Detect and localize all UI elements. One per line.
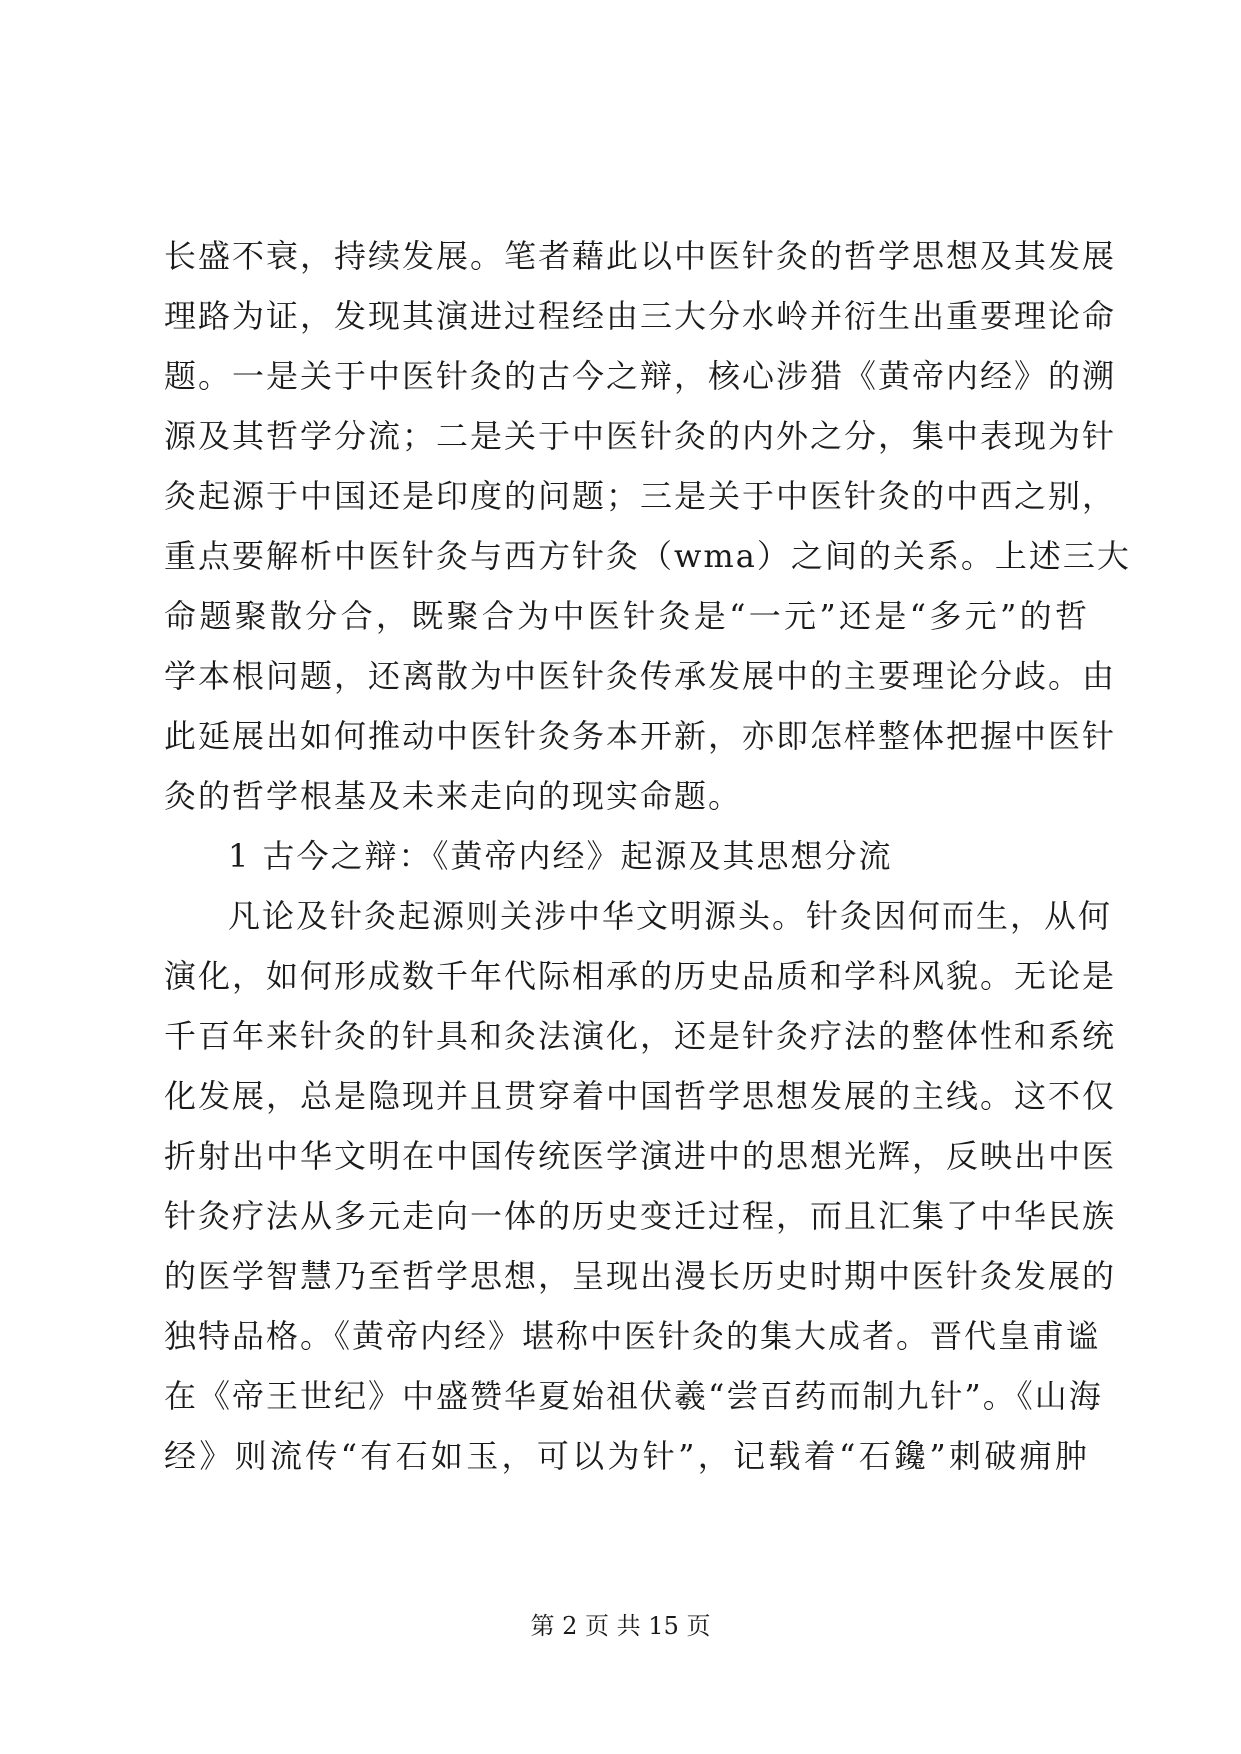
page-number-footer: 第 2 页 共 15 页 — [530, 1612, 711, 1640]
paragraph-1-line: 理路为证，发现其演进过程经由三大分水岭并衍生出重要理论命 — [164, 297, 1117, 335]
paragraph-2-line: 经》则流传“有石如玉，可以为针”，记载着“石鑱”刺破痈肿 — [164, 1437, 1089, 1475]
paragraph-1-line: 题。一是关于中医针灸的古今之辩，核心涉猎《黄帝内经》的溯 — [164, 357, 1117, 395]
paragraph-1-line: 命题聚散分合，既聚合为中医针灸是“一元”还是“多元”的哲 — [164, 597, 1089, 635]
paragraph-1-line: 学本根问题，还离散为中医针灸传承发展中的主要理论分歧。由 — [164, 657, 1117, 695]
paragraph-1-line: 重点要解析中医针灸与西方针灸（wma）之间的关系。上述三大 — [164, 537, 1131, 575]
paragraph-2-line: 折射出中华文明在中国传统医学演进中的思想光辉，反映出中医 — [164, 1137, 1117, 1175]
paragraph-2-line: 独特品格。《黄帝内经》堪称中医针灸的集大成者。晋代皇甫谧 — [164, 1317, 1101, 1355]
paragraph-2-line: 化发展，总是隐现并且贯穿着中国哲学思想发展的主线。这不仅 — [164, 1077, 1117, 1115]
paragraph-2-line: 在《帝王世纪》中盛赞华夏始祖伏羲“尝百药而制九针”。《山海 — [164, 1377, 1103, 1415]
section-heading: 1 古今之辩：《黄帝内经》起源及其思想分流 — [228, 837, 893, 875]
paragraph-2-line: 的医学智慧乃至哲学思想，呈现出漫长历史时期中医针灸发展的 — [164, 1257, 1117, 1295]
paragraph-2-line: 针灸疗法从多元走向一体的历史变迁过程，而且汇集了中华民族 — [164, 1197, 1117, 1235]
paragraph-2-line: 演化，如何形成数千年代际相承的历史品质和学科风貌。无论是 — [164, 957, 1117, 995]
paragraph-1-line: 源及其哲学分流；二是关于中医针灸的内外之分，集中表现为针 — [164, 417, 1117, 455]
paragraph-1-line: 长盛不衰，持续发展。笔者藉此以中医针灸的哲学思想及其发展 — [164, 237, 1117, 275]
paragraph-1-line: 灸起源于中国还是印度的问题；三是关于中医针灸的中西之别， — [164, 477, 1117, 515]
paragraph-1-line: 此延展出如何推动中医针灸务本开新，亦即怎样整体把握中医针 — [164, 717, 1117, 755]
paragraph-1-line: 灸的哲学根基及未来走向的现实命题。 — [164, 777, 743, 815]
paragraph-2-line: 凡论及针灸起源则关涉中华文明源头。针灸因何而生，从何 — [228, 897, 1113, 935]
paragraph-2-line: 千百年来针灸的针具和灸法演化，还是针灸疗法的整体性和系统 — [164, 1017, 1117, 1055]
